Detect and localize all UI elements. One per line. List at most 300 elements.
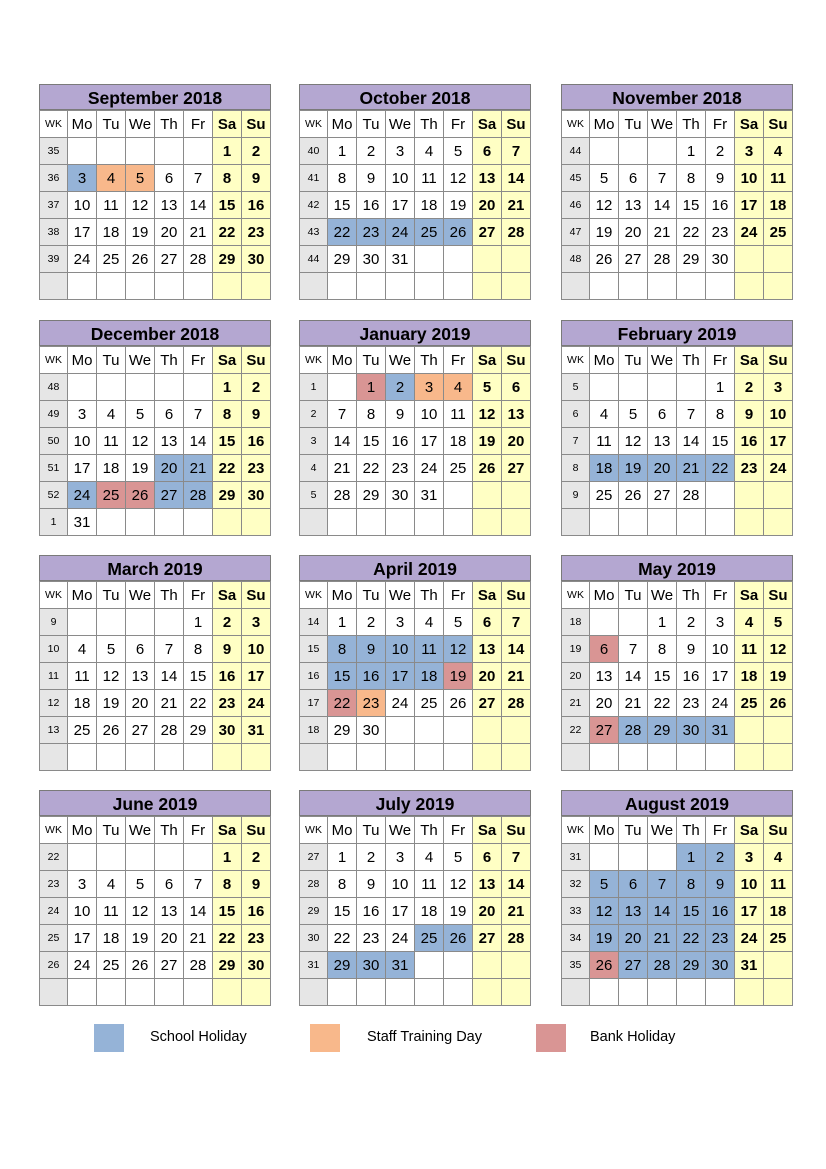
- day-cell: 2: [357, 138, 386, 165]
- empty-cell: [97, 609, 126, 636]
- day-cell: 26: [764, 690, 793, 717]
- day-cell: 21: [184, 455, 213, 482]
- week-number: 48: [562, 246, 590, 273]
- day-cell: 4: [97, 165, 126, 192]
- day-cell: 9: [677, 636, 706, 663]
- day-cell: 24: [415, 455, 444, 482]
- empty-cell: [328, 744, 357, 771]
- day-cell: 9: [242, 871, 271, 898]
- week-number: 5: [300, 482, 328, 509]
- day-cell: 30: [242, 952, 271, 979]
- week-number: 23: [40, 871, 68, 898]
- day-cell: 27: [502, 455, 531, 482]
- day-cell: 19: [126, 219, 155, 246]
- day-cell: 10: [706, 636, 735, 663]
- day-cell: 28: [619, 717, 648, 744]
- day-cell: 27: [473, 925, 502, 952]
- day-cell: 21: [328, 455, 357, 482]
- day-cell: 2: [242, 844, 271, 871]
- weekday-header: Su: [502, 347, 531, 374]
- day-cell: 1: [328, 609, 357, 636]
- day-cell: 28: [677, 482, 706, 509]
- day-cell: 17: [68, 925, 97, 952]
- empty-cell: [502, 509, 531, 536]
- weekday-header: Fr: [706, 582, 735, 609]
- weekday-header: Fr: [184, 111, 213, 138]
- week-number-header: WK: [300, 817, 328, 844]
- weekday-header: Th: [677, 111, 706, 138]
- day-cell: 10: [415, 401, 444, 428]
- day-cell: 28: [502, 219, 531, 246]
- week-number: [562, 509, 590, 536]
- empty-cell: [764, 509, 793, 536]
- week-number: 17: [300, 690, 328, 717]
- day-cell: 27: [648, 482, 677, 509]
- month-grid: [561, 816, 793, 1006]
- day-cell: 23: [735, 455, 764, 482]
- day-cell: 13: [619, 898, 648, 925]
- day-cell: 3: [386, 844, 415, 871]
- day-cell: 18: [415, 192, 444, 219]
- day-cell: 8: [328, 871, 357, 898]
- day-cell: 18: [415, 898, 444, 925]
- empty-cell: [126, 844, 155, 871]
- empty-cell: [126, 273, 155, 300]
- weekday-header: Tu: [357, 111, 386, 138]
- empty-cell: [444, 952, 473, 979]
- day-cell: 29: [213, 482, 242, 509]
- empty-cell: [155, 273, 184, 300]
- day-cell: 2: [677, 609, 706, 636]
- empty-cell: [444, 509, 473, 536]
- empty-cell: [648, 138, 677, 165]
- weekday-header: Tu: [97, 817, 126, 844]
- day-cell: 25: [415, 219, 444, 246]
- empty-cell: [648, 844, 677, 871]
- day-cell: 22: [357, 455, 386, 482]
- week-number: 9: [40, 609, 68, 636]
- week-number: 40: [300, 138, 328, 165]
- day-cell: 18: [735, 663, 764, 690]
- day-cell: 27: [590, 717, 619, 744]
- day-cell: 19: [97, 690, 126, 717]
- week-number: 10: [40, 636, 68, 663]
- week-number: [300, 979, 328, 1006]
- day-cell: 1: [357, 374, 386, 401]
- day-cell: 11: [735, 636, 764, 663]
- empty-cell: [706, 273, 735, 300]
- weekday-header: Th: [155, 347, 184, 374]
- empty-cell: [473, 509, 502, 536]
- empty-cell: [155, 609, 184, 636]
- empty-cell: [502, 744, 531, 771]
- day-cell: 12: [126, 192, 155, 219]
- month-calendar: [299, 320, 531, 536]
- day-cell: 4: [444, 374, 473, 401]
- month-title: March 2019: [39, 555, 271, 581]
- empty-cell: [502, 979, 531, 1006]
- day-cell: 1: [328, 138, 357, 165]
- empty-cell: [590, 979, 619, 1006]
- day-cell: 10: [386, 871, 415, 898]
- empty-cell: [677, 273, 706, 300]
- day-cell: 2: [706, 138, 735, 165]
- day-cell: 8: [213, 871, 242, 898]
- day-cell: 29: [328, 246, 357, 273]
- day-cell: 3: [68, 401, 97, 428]
- day-cell: 26: [126, 482, 155, 509]
- week-number: 5: [562, 374, 590, 401]
- day-cell: 5: [619, 401, 648, 428]
- week-number: 30: [300, 925, 328, 952]
- day-cell: 8: [677, 165, 706, 192]
- week-number: 31: [300, 952, 328, 979]
- empty-cell: [735, 979, 764, 1006]
- day-cell: 7: [648, 165, 677, 192]
- day-cell: 11: [97, 428, 126, 455]
- day-cell: 25: [415, 925, 444, 952]
- empty-cell: [213, 744, 242, 771]
- weekday-header: Su: [242, 582, 271, 609]
- empty-cell: [619, 374, 648, 401]
- staff-training-swatch: [310, 1024, 340, 1052]
- day-cell: 12: [126, 428, 155, 455]
- week-number: 32: [562, 871, 590, 898]
- day-cell: 6: [473, 844, 502, 871]
- week-number: 39: [40, 246, 68, 273]
- day-cell: 25: [68, 717, 97, 744]
- day-cell: 17: [706, 663, 735, 690]
- day-cell: 20: [155, 925, 184, 952]
- day-cell: 16: [357, 898, 386, 925]
- week-number: 14: [300, 609, 328, 636]
- empty-cell: [68, 609, 97, 636]
- empty-cell: [619, 979, 648, 1006]
- empty-cell: [764, 979, 793, 1006]
- day-cell: 15: [357, 428, 386, 455]
- week-number: 29: [300, 898, 328, 925]
- empty-cell: [473, 717, 502, 744]
- month-title: May 2019: [561, 555, 793, 581]
- day-cell: 4: [590, 401, 619, 428]
- empty-cell: [126, 609, 155, 636]
- day-cell: 10: [68, 192, 97, 219]
- month-grid: [39, 346, 271, 536]
- bank-holiday-swatch: [536, 1024, 566, 1052]
- empty-cell: [68, 138, 97, 165]
- day-cell: 4: [415, 138, 444, 165]
- empty-cell: [155, 844, 184, 871]
- day-cell: 25: [97, 482, 126, 509]
- empty-cell: [242, 509, 271, 536]
- week-number: 7: [562, 428, 590, 455]
- week-number: 16: [300, 663, 328, 690]
- weekday-header: Tu: [97, 347, 126, 374]
- day-cell: 24: [764, 455, 793, 482]
- weekday-header: Tu: [97, 111, 126, 138]
- day-cell: 4: [415, 609, 444, 636]
- empty-cell: [619, 744, 648, 771]
- weekday-header: Sa: [735, 111, 764, 138]
- day-cell: 19: [473, 428, 502, 455]
- day-cell: 11: [415, 165, 444, 192]
- day-cell: 11: [97, 192, 126, 219]
- legend: [0, 1024, 826, 1052]
- empty-cell: [764, 246, 793, 273]
- weekday-header: Mo: [590, 582, 619, 609]
- weekday-header: Mo: [328, 111, 357, 138]
- day-cell: 23: [242, 925, 271, 952]
- month-grid: [39, 816, 271, 1006]
- empty-cell: [677, 509, 706, 536]
- weekday-header: Mo: [328, 582, 357, 609]
- day-cell: 26: [444, 219, 473, 246]
- empty-cell: [706, 744, 735, 771]
- day-cell: 16: [677, 663, 706, 690]
- empty-cell: [242, 979, 271, 1006]
- day-cell: 27: [126, 717, 155, 744]
- day-cell: 12: [97, 663, 126, 690]
- week-number-header: WK: [562, 582, 590, 609]
- day-cell: 26: [619, 482, 648, 509]
- month-calendar: [39, 555, 271, 771]
- day-cell: 9: [357, 636, 386, 663]
- empty-cell: [68, 374, 97, 401]
- day-cell: 23: [357, 219, 386, 246]
- empty-cell: [357, 273, 386, 300]
- empty-cell: [677, 374, 706, 401]
- weekday-header: Fr: [444, 582, 473, 609]
- month-title: October 2018: [299, 84, 531, 110]
- weekday-header: Th: [155, 111, 184, 138]
- weekday-header: We: [648, 817, 677, 844]
- empty-cell: [155, 979, 184, 1006]
- week-number: 20: [562, 663, 590, 690]
- day-cell: 20: [155, 219, 184, 246]
- empty-cell: [444, 744, 473, 771]
- week-number: 1: [40, 509, 68, 536]
- day-cell: 28: [155, 717, 184, 744]
- empty-cell: [68, 744, 97, 771]
- empty-cell: [126, 744, 155, 771]
- day-cell: 6: [619, 871, 648, 898]
- day-cell: 10: [764, 401, 793, 428]
- weekday-header: We: [386, 111, 415, 138]
- day-cell: 11: [764, 871, 793, 898]
- day-cell: 6: [155, 401, 184, 428]
- day-cell: 23: [677, 690, 706, 717]
- day-cell: 20: [126, 690, 155, 717]
- day-cell: 12: [764, 636, 793, 663]
- day-cell: 13: [126, 663, 155, 690]
- day-cell: 4: [415, 844, 444, 871]
- day-cell: 7: [677, 401, 706, 428]
- day-cell: 14: [155, 663, 184, 690]
- day-cell: 30: [213, 717, 242, 744]
- weekday-header: Mo: [590, 111, 619, 138]
- day-cell: 17: [68, 219, 97, 246]
- empty-cell: [68, 273, 97, 300]
- week-number: 49: [40, 401, 68, 428]
- weekday-header: Su: [764, 347, 793, 374]
- weekday-header: We: [648, 582, 677, 609]
- day-cell: 22: [677, 925, 706, 952]
- day-cell: 14: [648, 192, 677, 219]
- weekday-header: Fr: [706, 111, 735, 138]
- week-number: 12: [40, 690, 68, 717]
- empty-cell: [184, 979, 213, 1006]
- empty-cell: [184, 844, 213, 871]
- week-number: 1: [300, 374, 328, 401]
- day-cell: 20: [648, 455, 677, 482]
- day-cell: 6: [619, 165, 648, 192]
- day-cell: 5: [444, 609, 473, 636]
- day-cell: 21: [677, 455, 706, 482]
- day-cell: 16: [357, 192, 386, 219]
- week-number: 33: [562, 898, 590, 925]
- empty-cell: [764, 744, 793, 771]
- weekday-header: We: [126, 111, 155, 138]
- day-cell: 3: [735, 844, 764, 871]
- weekday-header: Su: [764, 111, 793, 138]
- day-cell: 15: [328, 663, 357, 690]
- weekday-header: Fr: [444, 111, 473, 138]
- weekday-header: We: [648, 111, 677, 138]
- day-cell: 26: [444, 925, 473, 952]
- week-number: 34: [562, 925, 590, 952]
- day-cell: 23: [357, 925, 386, 952]
- weekday-header: Sa: [735, 347, 764, 374]
- day-cell: 25: [97, 246, 126, 273]
- week-number-header: WK: [562, 817, 590, 844]
- empty-cell: [328, 509, 357, 536]
- day-cell: 4: [764, 138, 793, 165]
- day-cell: 20: [473, 663, 502, 690]
- week-number: 3: [300, 428, 328, 455]
- day-cell: 17: [764, 428, 793, 455]
- day-cell: 22: [213, 219, 242, 246]
- day-cell: 17: [386, 898, 415, 925]
- day-cell: 27: [155, 246, 184, 273]
- weekday-header: Sa: [213, 582, 242, 609]
- day-cell: 16: [706, 898, 735, 925]
- day-cell: 20: [473, 192, 502, 219]
- weekday-header: Th: [677, 582, 706, 609]
- day-cell: 26: [590, 246, 619, 273]
- weekday-header: Sa: [473, 347, 502, 374]
- weekday-header: Su: [764, 817, 793, 844]
- weekday-header: Su: [502, 582, 531, 609]
- day-cell: 29: [328, 717, 357, 744]
- week-number-header: WK: [562, 111, 590, 138]
- week-number: 38: [40, 219, 68, 246]
- month-grid: [299, 816, 531, 1006]
- empty-cell: [444, 717, 473, 744]
- day-cell: 3: [706, 609, 735, 636]
- month-grid: [299, 581, 531, 771]
- day-cell: 8: [328, 165, 357, 192]
- day-cell: 7: [648, 871, 677, 898]
- day-cell: 12: [590, 898, 619, 925]
- empty-cell: [502, 952, 531, 979]
- day-cell: 20: [502, 428, 531, 455]
- weekday-header: Mo: [68, 347, 97, 374]
- empty-cell: [764, 952, 793, 979]
- week-number-header: WK: [40, 111, 68, 138]
- day-cell: 10: [68, 898, 97, 925]
- empty-cell: [242, 744, 271, 771]
- day-cell: 14: [502, 636, 531, 663]
- day-cell: 30: [357, 246, 386, 273]
- empty-cell: [415, 744, 444, 771]
- day-cell: 14: [184, 898, 213, 925]
- day-cell: 23: [213, 690, 242, 717]
- empty-cell: [415, 952, 444, 979]
- day-cell: 25: [97, 952, 126, 979]
- empty-cell: [415, 979, 444, 1006]
- week-number: 41: [300, 165, 328, 192]
- day-cell: 11: [444, 401, 473, 428]
- empty-cell: [502, 273, 531, 300]
- day-cell: 7: [328, 401, 357, 428]
- empty-cell: [213, 509, 242, 536]
- day-cell: 10: [386, 636, 415, 663]
- empty-cell: [184, 744, 213, 771]
- empty-cell: [97, 979, 126, 1006]
- day-cell: 21: [502, 663, 531, 690]
- day-cell: 14: [328, 428, 357, 455]
- day-cell: 23: [386, 455, 415, 482]
- day-cell: 25: [735, 690, 764, 717]
- day-cell: 11: [590, 428, 619, 455]
- day-cell: 1: [328, 844, 357, 871]
- day-cell: 13: [473, 871, 502, 898]
- weekday-header: Th: [677, 817, 706, 844]
- weekday-header: Tu: [357, 347, 386, 374]
- day-cell: 24: [68, 952, 97, 979]
- month-calendar: [561, 84, 793, 300]
- day-cell: 11: [415, 871, 444, 898]
- day-cell: 5: [444, 844, 473, 871]
- day-cell: 11: [415, 636, 444, 663]
- weekday-header: We: [386, 347, 415, 374]
- day-cell: 6: [155, 871, 184, 898]
- week-number: 35: [562, 952, 590, 979]
- week-number: 18: [300, 717, 328, 744]
- weekday-header: Fr: [706, 817, 735, 844]
- weekday-header: Mo: [68, 817, 97, 844]
- day-cell: 10: [386, 165, 415, 192]
- month-title: August 2019: [561, 790, 793, 816]
- empty-cell: [677, 744, 706, 771]
- empty-cell: [473, 979, 502, 1006]
- weekday-header: Tu: [97, 582, 126, 609]
- empty-cell: [328, 979, 357, 1006]
- day-cell: 22: [706, 455, 735, 482]
- day-cell: 31: [68, 509, 97, 536]
- empty-cell: [213, 273, 242, 300]
- day-cell: 3: [68, 165, 97, 192]
- day-cell: 9: [242, 165, 271, 192]
- empty-cell: [184, 509, 213, 536]
- day-cell: 24: [735, 925, 764, 952]
- empty-cell: [764, 273, 793, 300]
- empty-cell: [97, 844, 126, 871]
- empty-cell: [473, 744, 502, 771]
- day-cell: 23: [357, 690, 386, 717]
- week-number: 47: [562, 219, 590, 246]
- weekday-header: Tu: [619, 582, 648, 609]
